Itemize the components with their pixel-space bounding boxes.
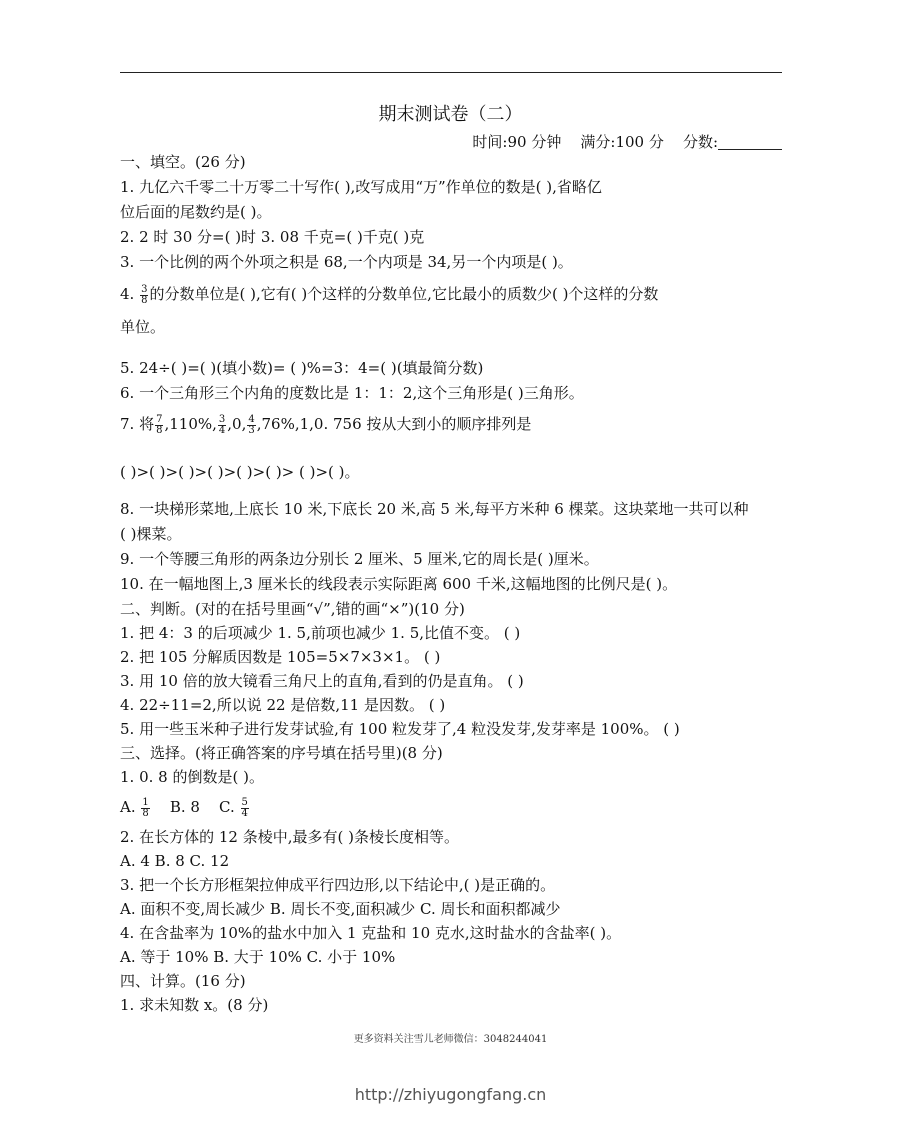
fraction-numerator: 1	[142, 796, 149, 808]
s3-q3: 3. 把一个长方形框架拉伸成平行四边形,以下结论中,( )是正确的。	[120, 876, 556, 894]
s1-q7-part: ,0,	[227, 415, 247, 433]
footer-note: 更多资料关注雪儿老师微信：3048244041	[353, 1034, 548, 1045]
fraction	[247, 415, 255, 436]
s3-q4: 4. 在含盐率为 10%的盐水中加入 1 克盐和 10 克水,这时盐水的含盐率( )。	[120, 924, 622, 942]
meta-score-label: 分数:	[682, 133, 718, 151]
section-3-heading: 三、选择。(将正确答案的序号填在括号里)(8 分)	[120, 744, 443, 762]
s1-q5: 5. 24÷( )=( )(填小数)= ( )%=3：4=( )(填最简分数)	[120, 359, 484, 377]
s1-q1-line1: 1. 九亿六千零二十万零二十写作( ),改写成用“万”作单位的数是( ),省略亿	[120, 178, 602, 196]
s2-q4: 4. 22÷11=2,所以说 22 是倍数,11 是因数。 ( )	[120, 696, 446, 714]
fraction-numerator: 7	[156, 413, 163, 425]
s1-q4-text: 的分数单位是( ),它有( )个这样的分数单位,它比最小的质数少( )个这样的分数	[149, 285, 659, 303]
fraction-denominator: 3	[248, 424, 255, 436]
s1-q8-line2: ( )棵菜。	[120, 525, 182, 543]
s3-q2-options: A. 4 B. 8 C. 12	[120, 852, 230, 870]
fraction-denominator: 8	[142, 807, 149, 819]
s1-q6: 6. 一个三角形三个内角的度数比是 1：1：2,这个三角形是( )三角形。	[120, 384, 584, 402]
s3-q1: 1. 0. 8 的倒数是( )。	[120, 768, 264, 786]
s1-q3: 3. 一个比例的两个外项之积是 68,一个内项是 34,另一个内项是( )。	[120, 253, 573, 271]
fraction-numerator: 4	[248, 413, 255, 425]
fraction-denominator: 8	[141, 294, 148, 306]
fraction	[140, 285, 148, 306]
s3-q4-options: A. 等于 10% B. 大于 10% C. 小于 10%	[120, 948, 396, 966]
section-4-heading: 四、计算。(16 分)	[120, 972, 246, 990]
score-blank[interactable]	[718, 135, 782, 150]
fraction-numerator: 3	[141, 283, 148, 295]
meta-time: 时间:90 分钟	[472, 133, 562, 151]
s1-q8-line1: 8. 一块梯形菜地,上底长 10 米,下底长 20 米,高 5 米,每平方米种 6 棵菜。这块菜地一共可以种	[120, 500, 749, 518]
s1-q9: 9. 一个等腰三角形的两条边分别长 2 厘米、5 厘米,它的周长是( )厘米。	[120, 550, 599, 568]
header-rule	[120, 72, 782, 73]
page-title: 期末测试卷（二）	[378, 104, 523, 125]
option-b: B. 8	[169, 798, 200, 816]
s3-q3-options: A. 面积不变,周长减少 B. 周长不变,面积减少 C. 周长和面积都减少	[120, 900, 561, 918]
fraction	[155, 415, 163, 436]
s3-q1-options	[120, 789, 788, 825]
s1-q1-line2: 位后面的尾数约是( )。	[120, 203, 272, 221]
s2-q1: 1. 把 4：3 的后项减少 1. 5,前项也减少 1. 5,比值不变。 ( )	[120, 624, 521, 642]
fraction-numerator: 5	[241, 796, 248, 808]
s2-q2: 2. 把 105 分解质因数是 105=5×7×3×1。 ( )	[120, 648, 441, 666]
s1-q7-suffix: ,76%,1,0. 756 按从大到小的顺序排列是	[256, 415, 532, 433]
s3-q2: 2. 在长方体的 12 条棱中,最多有( )条棱长度相等。	[120, 828, 459, 846]
s1-q4-line1	[120, 275, 788, 313]
s2-q3: 3. 用 10 倍的放大镜看三角尺上的直角,看到的仍是直角。 ( )	[120, 672, 524, 690]
s1-q7-prefix: 7. 将	[120, 415, 155, 433]
fraction	[241, 798, 249, 819]
exam-meta	[472, 131, 782, 152]
option-c-label: C.	[219, 798, 235, 816]
s2-q5: 5. 用一些玉米种子进行发芽试验,有 100 粒发芽了,4 粒没发芽,发芽率是 100%。 ( )	[120, 720, 680, 738]
s1-q4-line2: 单位。	[120, 318, 166, 336]
s1-q10: 10. 在一幅地图上,3 厘米长的线段表示实际距离 600 千米,这幅地图的比例尺是( )。	[120, 575, 678, 593]
section-2-heading: 二、判断。(对的在括号里画“√”,错的画“×”)(10 分)	[120, 600, 465, 618]
s4-q1: 1. 求未知数 x。(8 分)	[120, 996, 269, 1014]
option-a-label: A.	[120, 798, 136, 816]
s1-q7-line2: ( )>( )>( )>( )>( )>( )> ( )>( )。	[120, 463, 360, 481]
fraction-denominator: 4	[241, 807, 248, 819]
footer-url[interactable]: http://zhiyugongfang.cn	[354, 1085, 547, 1104]
fraction-denominator: 4	[218, 424, 226, 436]
s1-q2: 2. 2 时 30 分=( )时 3. 08 千克=( )千克( )克	[120, 228, 425, 246]
fraction	[218, 415, 226, 436]
fraction-denominator: 8	[156, 424, 163, 436]
s1-q4-number: 4.	[120, 285, 135, 303]
exam-content	[120, 150, 788, 1017]
s1-q7-part: ,110%,	[164, 415, 217, 433]
section-1-heading: 一、填空。(26 分)	[120, 153, 246, 171]
fraction	[141, 798, 149, 819]
fraction-numerator: 3	[218, 413, 226, 425]
meta-full-score: 满分:100 分	[580, 133, 664, 151]
s1-q7-line1	[120, 406, 788, 442]
